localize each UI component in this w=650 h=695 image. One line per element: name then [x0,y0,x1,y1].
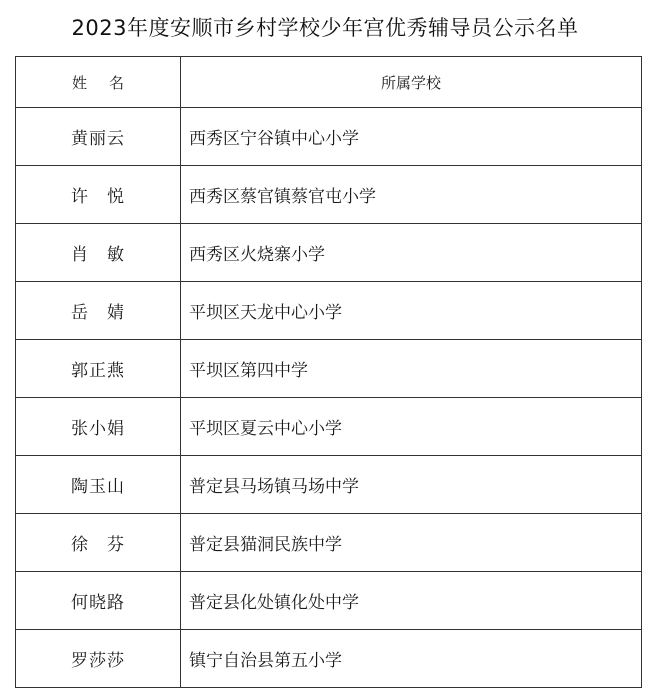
name-cell: 张小娟 [16,398,181,456]
table-row [16,282,642,340]
school-cell: 西秀区宁谷镇中心小学 [181,108,642,166]
roster-table [15,56,642,688]
name-cell: 何晓路 [16,572,181,630]
school-cell: 普定县马场镇马场中学 [181,456,642,514]
column-header-name: 姓名 [16,57,181,108]
school-cell: 西秀区火烧寨小学 [181,224,642,282]
column-header-school: 所属学校 [181,57,642,108]
name-cell: 黄丽云 [16,108,181,166]
name-cell: 岳 婧 [16,282,181,340]
school-cell: 镇宁自治县第五小学 [181,630,642,688]
table-row [16,108,642,166]
table-row [16,340,642,398]
name-cell: 肖 敏 [16,224,181,282]
name-cell: 罗莎莎 [16,630,181,688]
table-row [16,514,642,572]
table-row [16,224,642,282]
name-cell: 许 悦 [16,166,181,224]
name-cell: 陶玉山 [16,456,181,514]
table-header-row [16,57,642,108]
table-row [16,572,642,630]
school-cell: 平坝区夏云中心小学 [181,398,642,456]
school-cell: 平坝区天龙中心小学 [181,282,642,340]
school-cell: 平坝区第四中学 [181,340,642,398]
school-cell: 西秀区蔡官镇蔡官屯小学 [181,166,642,224]
school-cell: 普定县猫洞民族中学 [181,514,642,572]
page-title: 2023年度安顺市乡村学校少年宫优秀辅导员公示名单 [71,16,579,40]
table-row [16,456,642,514]
name-cell: 郭正燕 [16,340,181,398]
table-row [16,398,642,456]
table-row [16,630,642,688]
name-cell: 徐 芬 [16,514,181,572]
table-row [16,166,642,224]
school-cell: 普定县化处镇化处中学 [181,572,642,630]
